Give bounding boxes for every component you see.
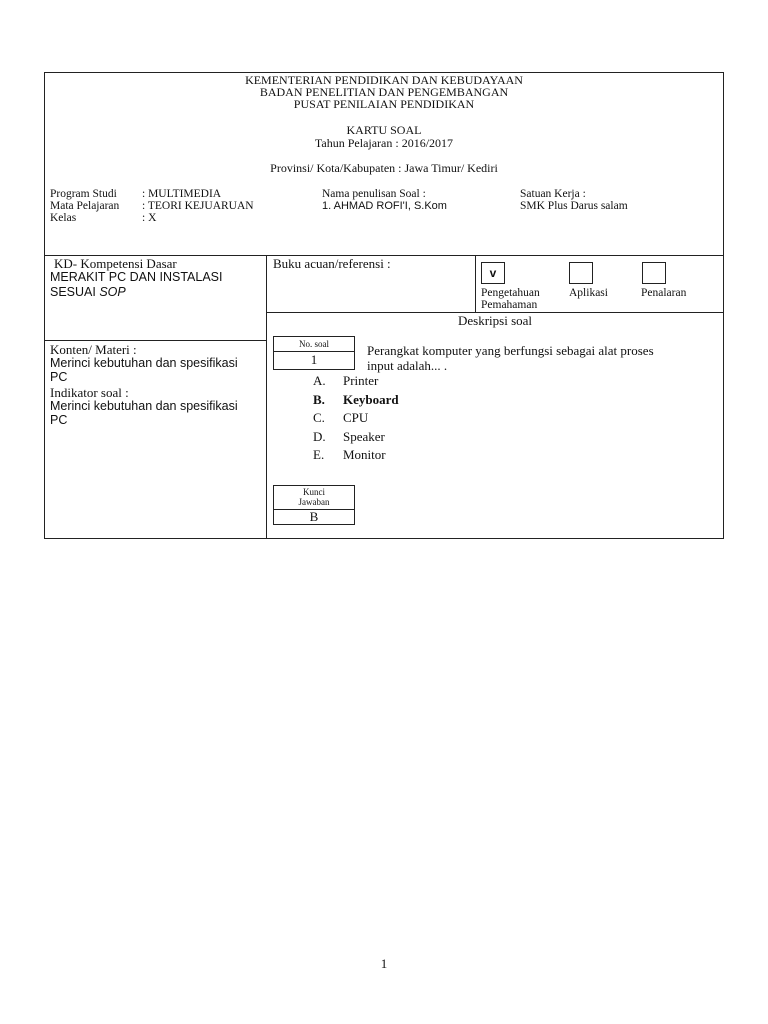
description-label: Deskripsi soal <box>457 313 533 328</box>
level-checkbox-aplikasi[interactable] <box>569 262 593 284</box>
answer-key-label: Kunci Jawaban <box>298 487 330 507</box>
level-label-aplikasi: Aplikasi <box>569 287 608 299</box>
kd-label: KD- Kompetensi Dasar <box>54 256 177 271</box>
kd-value-line2-prefix: SESUAI <box>50 285 100 299</box>
answer-options <box>313 372 399 465</box>
school-year: Tahun Pelajaran : 2016/2017 <box>314 136 454 150</box>
indicator-value <box>50 399 238 427</box>
content-value-line1: Merinci kebutuhan dan spesifikasi <box>50 356 238 370</box>
agency-title: BADAN PENELITIAN DAN PENGEMBANGAN <box>259 85 509 99</box>
answer-key-value: B <box>309 509 319 524</box>
indicator-value-line1: Merinci kebutuhan dan spesifikasi <box>50 399 238 413</box>
level-label-penalaran: Penalaran <box>641 287 687 299</box>
column-divider <box>266 255 267 539</box>
ministry-title: KEMENTERIAN PENDIDIKAN DAN KEBUDAYAAN <box>245 73 523 87</box>
subject-value: : TEORI KEJUARUAN <box>142 200 254 212</box>
program-value: : MULTIMEDIA <box>142 188 222 200</box>
card-title: KARTU SOAL <box>346 123 422 137</box>
answer-key-box <box>273 485 355 525</box>
check-mark-icon: v <box>489 266 497 280</box>
region: Provinsi/ Kota/Kabupaten : Jawa Timur/ Kediri <box>270 161 498 175</box>
writer-label: Nama penulisan Soal : <box>322 188 426 200</box>
content-value <box>50 356 238 384</box>
page-number: 1 <box>380 956 388 971</box>
unit-value: SMK Plus Darus salam <box>520 200 628 212</box>
reference-divider <box>475 255 476 312</box>
unit-label: Satuan Kerja : <box>520 188 586 200</box>
class-value: : X <box>142 212 157 224</box>
indicator-value-line2: PC <box>50 413 68 427</box>
question-text-line2: input adalah... . <box>367 358 448 373</box>
kd-value-line2 <box>50 285 223 300</box>
kd-divider <box>44 340 266 341</box>
writer-value: 1. AHMAD ROFI'I, S.Kom <box>322 200 447 212</box>
question-text-line1: Perangkat komputer yang berfungsi sebagai alat proses <box>367 343 654 358</box>
subject-label: Mata Pelajaran <box>50 200 120 212</box>
kd-value-line1: MERAKIT PC DAN INSTALASI <box>50 270 223 284</box>
class-label: Kelas <box>50 212 77 224</box>
program-label: Program Studi <box>50 188 117 200</box>
content-value-line2: PC <box>50 370 68 384</box>
option-b: B. Keyboard <box>313 391 399 407</box>
kd-value-line2-italic: SOP <box>99 285 126 299</box>
question-number: 1 <box>310 352 318 367</box>
question-number-label: No. soal <box>274 337 354 352</box>
question-text <box>367 343 654 373</box>
option-d: D. Speaker <box>313 428 385 444</box>
indicator-label: Indikator soal : <box>50 385 129 400</box>
level-label-pengetahuan: Pengetahuan <box>481 287 540 299</box>
level-checkbox-pengetahuan[interactable] <box>481 262 505 284</box>
option-c: C. CPU <box>313 410 369 425</box>
option-a: A. Printer <box>313 373 379 388</box>
option-e: E. Monitor <box>313 447 386 462</box>
level-checkbox-penalaran[interactable] <box>642 262 666 284</box>
kd-value <box>50 270 223 300</box>
reference-label: Buku acuan/referensi : <box>273 256 391 271</box>
level-sublabel-pemahaman: Pemahaman <box>481 299 538 311</box>
question-number-box <box>273 336 355 370</box>
content-label: Konten/ Materi : <box>50 342 137 357</box>
center-title: PUSAT PENILAIAN PENDIDIKAN <box>293 97 475 111</box>
